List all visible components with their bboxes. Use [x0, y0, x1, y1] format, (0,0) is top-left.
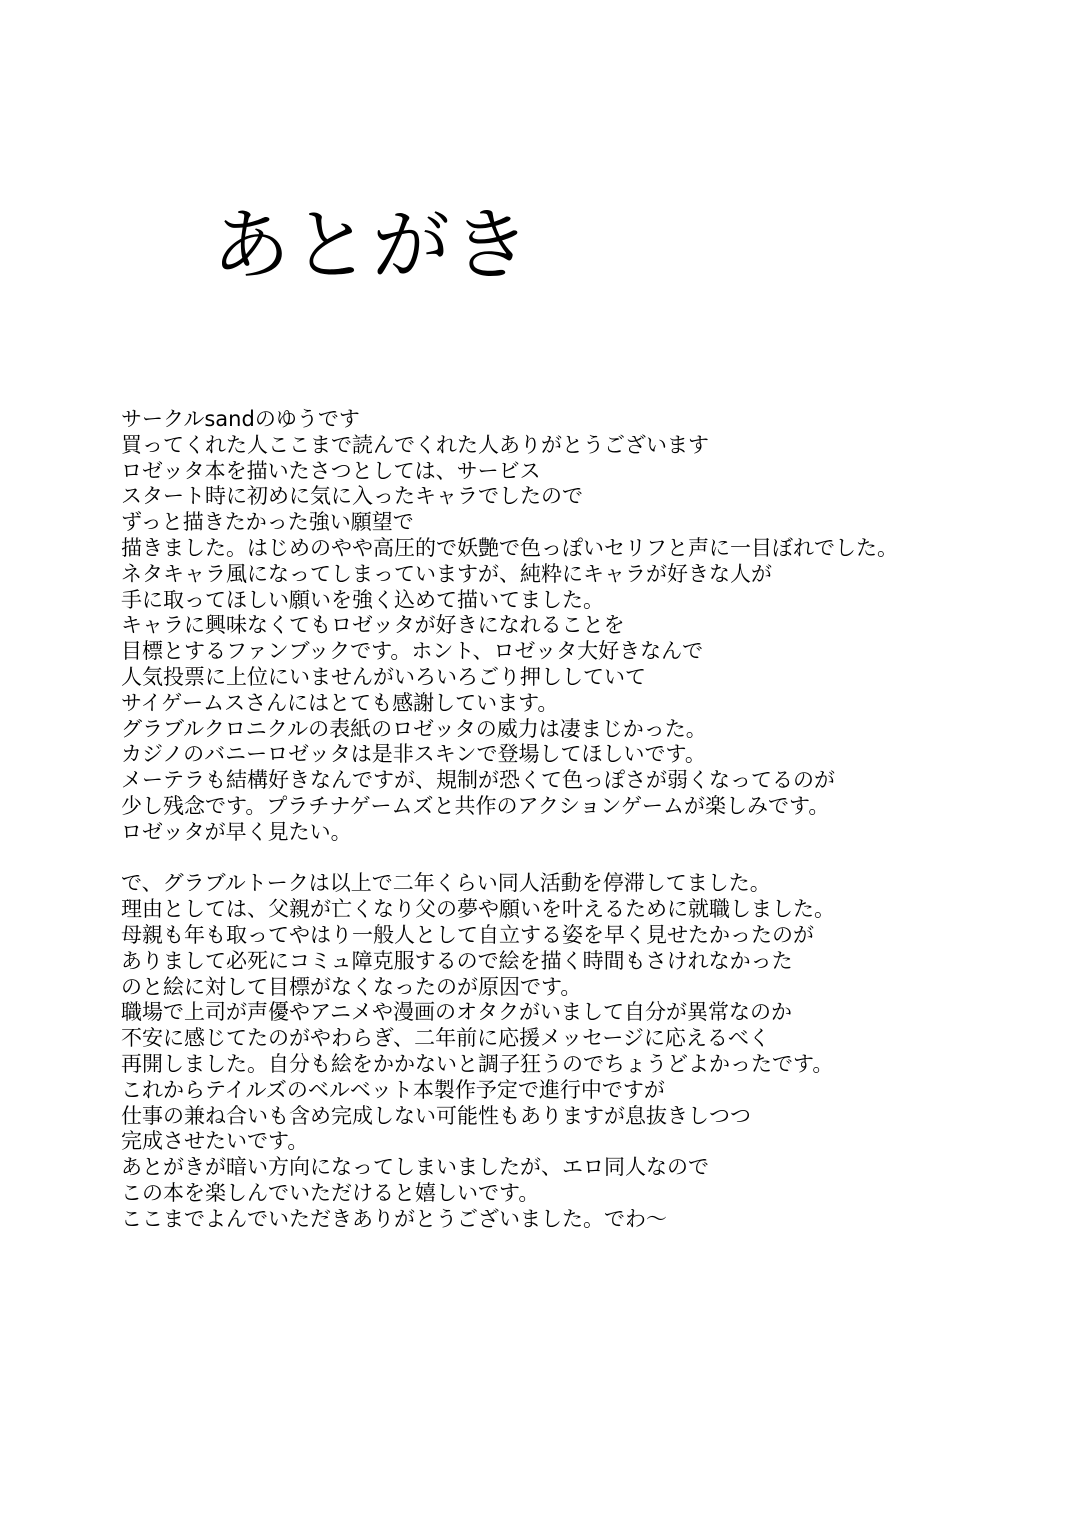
text-line: ロゼッタが早く見たい。: [121, 819, 352, 844]
text-line: ロゼッタ本を描いたさつとしては、サービス: [121, 458, 541, 483]
text-line: ずっと描きたかった強い願望で: [121, 510, 414, 535]
text-line: で、グラブルトークは以上で二年くらい同人活動を停滞してました。: [121, 871, 771, 896]
text-line: 目標とするファンブックです。ホント、ロゼッタ大好きなんで: [121, 639, 704, 664]
blank-line: [121, 846, 898, 872]
afterword-body: [121, 407, 898, 1233]
text-line: これからテイルズのベルベット本製作予定で進行中ですが: [121, 1077, 665, 1102]
text-line: カジノのバニーロゼッタは是非スキンで登場してほしいです。: [121, 742, 706, 767]
text-line: 少し残念です。プラチナゲームズと共作のアクションゲームが楽しみです。: [121, 793, 830, 818]
text-line: 理由としては、父親が亡くなり父の夢や願いを叶えるために就職しました。: [121, 897, 835, 922]
text-line: スタート時に初めに気に入ったキャラでしたので: [121, 484, 583, 509]
text-line: グラブルクロニクルの表紙のロゼッタの威力は凄まじかった。: [121, 716, 707, 741]
text-line: 再開しました。自分も絵をかかないと調子狂うのでちょうどよかったです。: [121, 1051, 834, 1076]
text-line: 完成させたいです。: [121, 1129, 309, 1154]
text-line: 描きました。はじめのやや高圧的で妖艶で色っぽいセリフと声に一目ぼれでした。: [121, 535, 898, 560]
text-line: キャラに興味なくてもロゼッタが好きになれることを: [121, 613, 625, 638]
text-line: サイゲームスさんにはとても感謝しています。: [121, 690, 559, 715]
text-line: 手に取ってほしい願いを強く込めて描いてました。: [121, 587, 604, 612]
text-line: サークルsandのゆうです: [121, 407, 360, 431]
text-line: 不安に感じてたのがやわらぎ、二年前に応援メッセージに応えるべく: [121, 1026, 770, 1051]
text-line: 職場で上司が声優やアニメや漫画のオタクがいまして自分が異常なのか: [121, 1000, 792, 1025]
text-line: のと絵に対して目標がなくなったのが原因です。: [121, 974, 582, 999]
text-line: あとがきが暗い方向になってしまいましたが、エロ同人なので: [121, 1155, 709, 1180]
text-line: メーテラも結構好きなんですが、規制が恐くて色っぽさが弱くなってるのが: [121, 768, 835, 793]
text-line: ネタキャラ風になってしまっていますが、純粋にキャラが好きな人が: [121, 561, 772, 586]
text-line: 買ってくれた人ここまで読んでくれた人ありがとうございます: [121, 432, 709, 457]
text-line: 人気投票に上位にいませんがいろいろごり押ししていて: [121, 664, 646, 689]
text-line: 仕事の兼ね合いも含め完成しない可能性もありますが息抜きしつつ: [121, 1103, 751, 1128]
text-line: 母親も年も取ってやはり一般人として自立する姿を早く見せたかったのが: [121, 922, 814, 947]
page-title: あとがき: [212, 201, 533, 291]
text-line: ここまでよんでいただきありがとうございました。でわ～: [121, 1206, 667, 1231]
text-line: ありまして必死にコミュ障克服するので絵を描く時間もさけれなかった: [121, 948, 793, 973]
text-line: この本を楽しんでいただけると嬉しいです。: [121, 1180, 540, 1205]
